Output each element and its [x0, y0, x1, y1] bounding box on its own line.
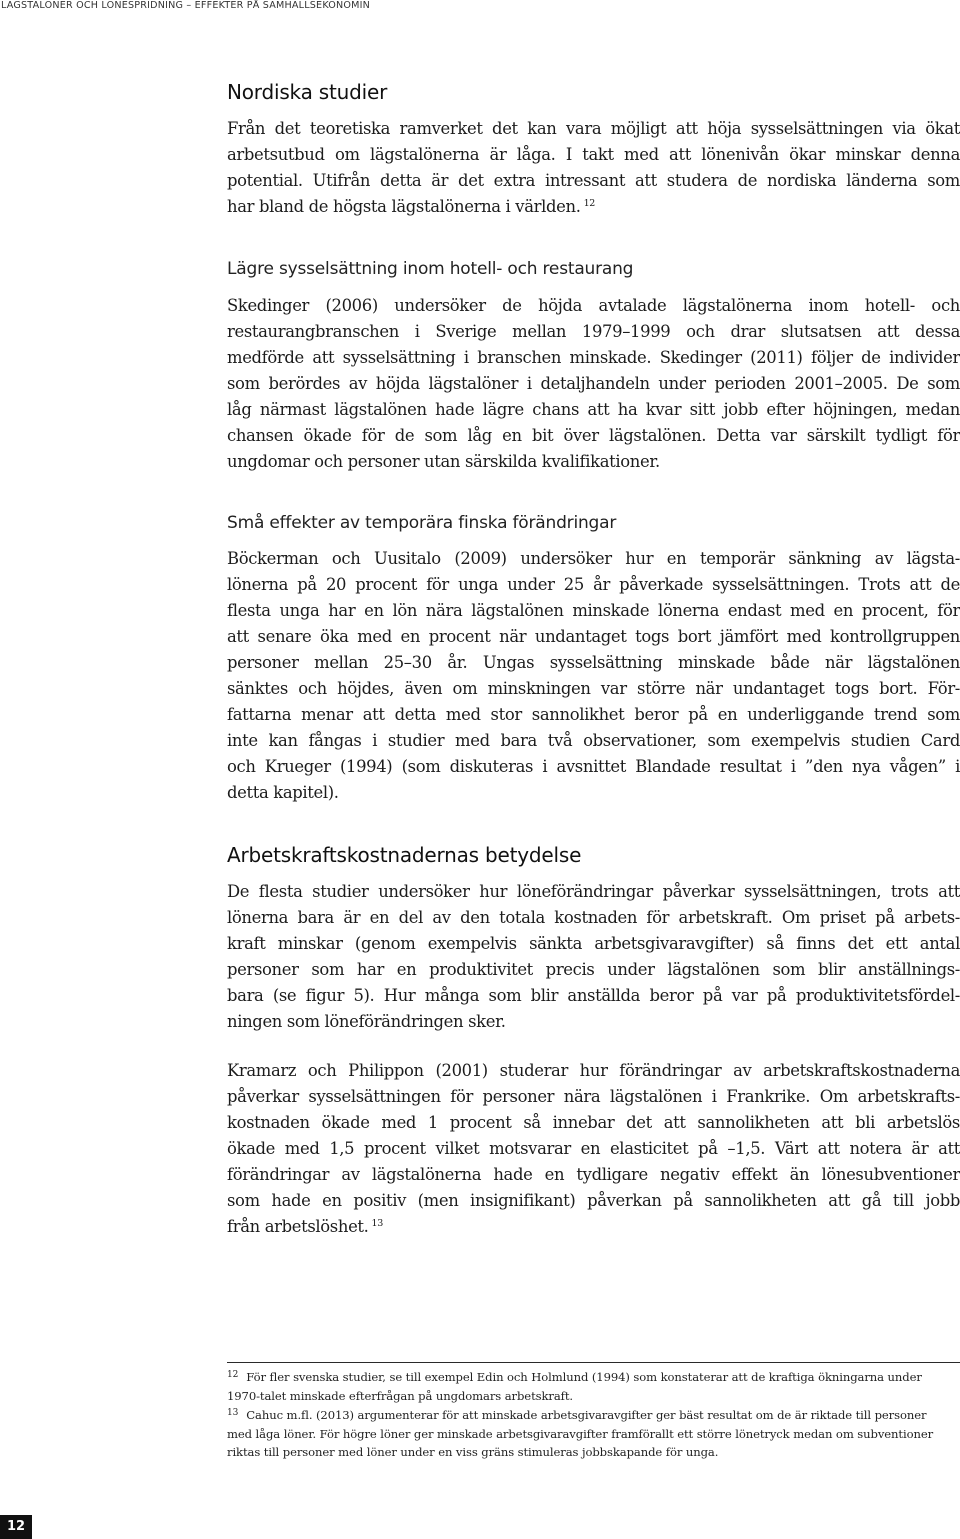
footnote-number: 13 [227, 1408, 239, 1418]
paragraph-finska [227, 546, 960, 806]
paragraph-arbetskraft-2 [227, 1058, 960, 1240]
footnote-ref-13[interactable]: 13 [371, 1218, 383, 1229]
text-line: påverkar sysselsättningen för personer nära lägstalönen i Frankrike. Om arbetskrafts- [227, 1087, 960, 1106]
section-title-arbetskraft: Arbetskraftskostnadernas betydelse [227, 843, 582, 867]
paragraph-nordiska [227, 116, 960, 220]
footnote-13 [227, 1406, 960, 1462]
text-line: Kramarz och Philippon (2001) studerar hur förändringar av arbetskraftskostnaderna [227, 1061, 960, 1080]
text-line: restaurangbranschen i Sverige mellan 1979–1999 och drar slutsatsen att dessa [227, 322, 960, 341]
text-line: inte kan fångas i studier med bara två observationer, som exempelvis studien Card [227, 731, 960, 750]
text-line: som berördes av höjda lägstalöner i detaljhandeln under perioden 2001–2005. De som [227, 374, 960, 393]
text-line: lönerna bara är en del av den totala kostnaden för arbetskraft. Om priset på arbets- [227, 908, 960, 927]
section-title-hotell: Lägre sysselsättning inom hotell- och restaurang [227, 259, 634, 279]
section-title-finska: Små effekter av temporära finska förändringar [227, 513, 617, 533]
text-line: arbetsutbud om lägstalönerna är låga. I takt med att lönenivån ökar minskar denna [227, 145, 960, 164]
text-line: ungdomar och personer utan särskilda kvalifikationer. [227, 452, 660, 471]
running-header: LÄGSTALÖNER OCH LÖNESPRIDNING – EFFEKTER PÅ SAMHÄLLSEKONOMIN [1, 0, 371, 11]
footnote-text: riktas till personer med löner under en viss gräns stimuleras jobbskapande för unga. [227, 1445, 719, 1459]
text-line: detta kapitel). [227, 783, 339, 802]
text-line: Böckerman och Uusitalo (2009) undersöker hur en temporär sänkning av lägsta- [227, 549, 960, 568]
footnote-text: Cahuc m.fl. (2013) argumenterar för att minskade arbetsgivaravgifter ger bäst resultat om de är riktade till personer [246, 1408, 927, 1422]
text-line: förändringar av lägstalönerna hade en tydligare negativ effekt än lönesubventioner [227, 1165, 960, 1184]
footnote-ref-12[interactable]: 12 [583, 198, 595, 209]
footnote-text: med låga löner. För högre löner ger minskade arbetsgivaravgifter framförallt ett större lönetryck medan om subventioner [227, 1426, 934, 1441]
text-line: potential. Utifrån detta är det extra intressant att studera de nordiska länderna som [227, 171, 960, 190]
text-line: medförde att sysselsättning i branschen minskade. Skedinger (2011) följer de individer [227, 348, 960, 367]
text-line: Från det teoretiska ramverket det kan vara möjligt att höja sysselsättningen via ökat [227, 119, 960, 138]
text-line: De flesta studier undersöker hur löneförändringar påverkar sysselsättningen, trots att [227, 882, 960, 901]
text-line: som hade en positiv (men insignifikant) påverkan på sannolikheten att gå till jobb [227, 1191, 960, 1210]
text-line-last [227, 1214, 960, 1240]
text-line: flesta unga har en lön nära lägstalönen minskade lönerna endast med en procent, för [227, 601, 960, 620]
section-title-nordiska: Nordiska studier [227, 80, 388, 104]
text-line: låg närmast lägstalönen hade lägre chans att ha kvar sitt jobb efter höjningen, medan [227, 400, 960, 419]
footnote-12 [227, 1368, 960, 1405]
text-line: ningen som löneförändringen sker. [227, 1012, 506, 1031]
footnote-divider [227, 1362, 960, 1363]
text-line: lönerna på 20 procent för unga under 25 år påverkade sysselsättningen. Trots att de [227, 575, 960, 594]
text-line: och Krueger (1994) (som diskuteras i avsnittet Blandade resultat i ”den nya vågen” i [227, 757, 960, 776]
text-line: ökade med 1,5 procent vilket motsvarar en elasticitet på –1,5. Värt att notera är att [227, 1139, 960, 1158]
text-line: Skedinger (2006) undersöker de höjda avtalade lägstalönerna inom hotell- och [227, 296, 960, 315]
text-line: personer som har en produktivitet precis under lägstalönen som blir anställnings- [227, 960, 960, 979]
text-line: från arbetslöshet. [227, 1217, 369, 1236]
text-line: fattarna menar att detta med stor sannolikhet beror på en underliggande trend som [227, 705, 960, 724]
text-line: bara (se figur 5). Hur många som blir anställda beror på var på produktivitetsfördel- [227, 986, 960, 1005]
text-line: sänktes och höjdes, även om minskningen var större när undantaget togs bort. För- [227, 679, 960, 698]
paragraph-arbetskraft-1 [227, 879, 960, 1035]
footnote-text: För fler svenska studier, se till exempel Edin och Holmlund (1994) som konstaterar att de kraftiga ökningarna under [246, 1370, 922, 1384]
text-line: har bland de högsta lägstalönerna i världen. [227, 197, 581, 216]
footnote-number: 12 [227, 1370, 239, 1380]
footnote-text: 1970-talet minskade efterfrågan på ungdomars arbetskraft. [227, 1388, 573, 1403]
page-number: 12 [0, 1515, 32, 1539]
paragraph-hotell [227, 293, 960, 475]
text-line: chansen ökade för de som låg en bit över lägstalönen. Detta var särskilt tydligt för [227, 426, 960, 445]
text-line-last [227, 194, 960, 220]
text-line: personer mellan 25–30 år. Ungas sysselsättning minskade både när lägstalönen [227, 653, 960, 672]
footnotes [227, 1368, 960, 1462]
text-line: att senare öka med en procent när undantaget togs bort jämfört med kontrollgruppen [227, 627, 960, 646]
text-line: kraft minskar (genom exempelvis sänkta arbetsgivaravgifter) så finns det ett antal [227, 934, 960, 953]
text-line: kostnaden ökade med 1 procent så innebar det att sannolikheten att bli arbetslös [227, 1113, 960, 1132]
